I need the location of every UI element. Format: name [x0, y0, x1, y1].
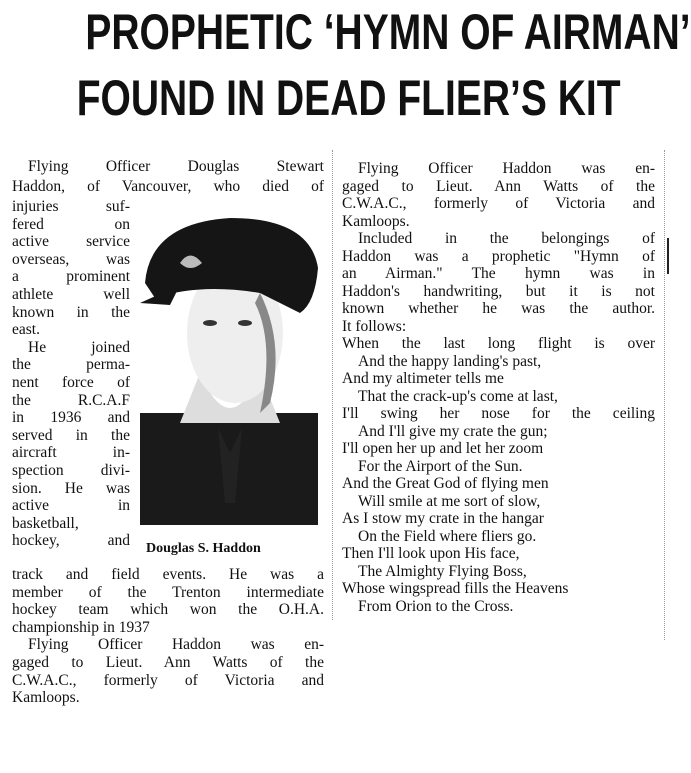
article-line: known whether he was the author. — [342, 300, 655, 317]
article-line: Flying Officer Haddon was en- — [28, 636, 324, 654]
article-line: Kamloops. — [12, 689, 80, 707]
article-line: gaged to Lieut. Ann Watts of the — [342, 177, 655, 195]
article-line: He joined — [28, 338, 130, 356]
article-line: gaged to Lieut. Ann Watts of the — [12, 654, 324, 671]
article-line: Whose wingspread fills the Heavens — [342, 580, 569, 597]
article-line: For the Airport of the Sun. — [358, 457, 523, 475]
article-line: track and field events. He was a — [12, 566, 324, 583]
article-line: fered on — [12, 215, 130, 233]
article-line: And my altimeter tells me — [342, 370, 504, 387]
article-line: It follows: — [342, 317, 407, 335]
headline-line-2 — [0, 70, 691, 126]
article-line: a prominent — [12, 268, 130, 286]
article-line: Flying Officer Douglas Stewart — [28, 158, 324, 175]
article-line: an Airman." The hymn was in — [342, 265, 655, 282]
article-line: in 1936 and — [12, 409, 130, 427]
article-line: athlete well — [12, 286, 130, 303]
article-line: championship in 1937 — [12, 618, 150, 636]
article-line: the perma- — [12, 356, 130, 374]
article-line: hockey, and — [12, 532, 130, 550]
photo-caption: Douglas S. Haddon — [146, 541, 261, 556]
article-line: Flying Officer Haddon was en- — [358, 160, 655, 177]
article-line: hockey team which won the O.H.A. — [12, 601, 324, 619]
article-line: And the happy landing's past, — [358, 352, 542, 370]
article-line: active in — [12, 497, 130, 515]
article-line: Then I'll look upon His face, — [342, 545, 520, 562]
headline-text: FOUND IN DEAD FLIER’S KIT — [76, 70, 621, 126]
article-line: aircraft in- — [12, 444, 130, 462]
article-line: the R.C.A.F — [12, 391, 130, 409]
article-line: active service — [12, 233, 130, 251]
article-line: That the crack-up's come at last, — [358, 387, 558, 405]
article-line: spection divi- — [12, 462, 130, 479]
article-line: member of the Trenton intermediate — [12, 583, 324, 601]
article-line: Included in the belongings of — [358, 230, 655, 247]
article-line: From Orion to the Cross. — [358, 597, 514, 615]
article-line: On the Field where fliers go. — [358, 527, 537, 545]
article-line: nent force of — [12, 374, 130, 391]
article-line: served in the — [12, 426, 130, 444]
article-line: east. — [12, 321, 40, 339]
column-divider — [332, 150, 333, 620]
article-line: sion. He was — [12, 479, 130, 497]
right-border-mark — [667, 238, 669, 274]
article-line: injuries suf- — [12, 198, 130, 215]
article-line: I'll open her up and let her zoom — [342, 440, 544, 457]
headline-line-1 — [0, 4, 691, 60]
article-line: known in the — [12, 303, 130, 321]
article-line: overseas, was — [12, 250, 130, 268]
right-border — [664, 150, 665, 640]
article-line: basketball, — [12, 514, 79, 532]
article-line: Will smile at me sort of slow, — [358, 492, 541, 510]
portrait-photo — [140, 213, 318, 525]
headline-text: PROPHETIC ‘HYMN OF AIRMAN’ — [85, 4, 691, 60]
article-line: Haddon was a prophetic "Hymn of — [342, 247, 655, 265]
article-line: When the last long flight is over — [342, 335, 655, 352]
article-line: C.W.A.C., formerly of Victoria and — [342, 195, 655, 212]
article-line: As I stow my crate in the hangar — [342, 510, 544, 527]
article-line: I'll swing her nose for the ceiling — [342, 405, 655, 422]
article-line: And I'll give my crate the gun; — [358, 422, 548, 440]
article-line: Haddon's handwriting, but it is not — [342, 282, 655, 300]
article-line: Kamloops. — [342, 212, 410, 230]
article-line: C.W.A.C., formerly of Victoria and — [12, 671, 324, 689]
article-line: And the Great God of flying men — [342, 475, 549, 492]
article-line: Haddon, of Vancouver, who died of — [12, 177, 324, 195]
article-line: The Almighty Flying Boss, — [358, 562, 527, 580]
